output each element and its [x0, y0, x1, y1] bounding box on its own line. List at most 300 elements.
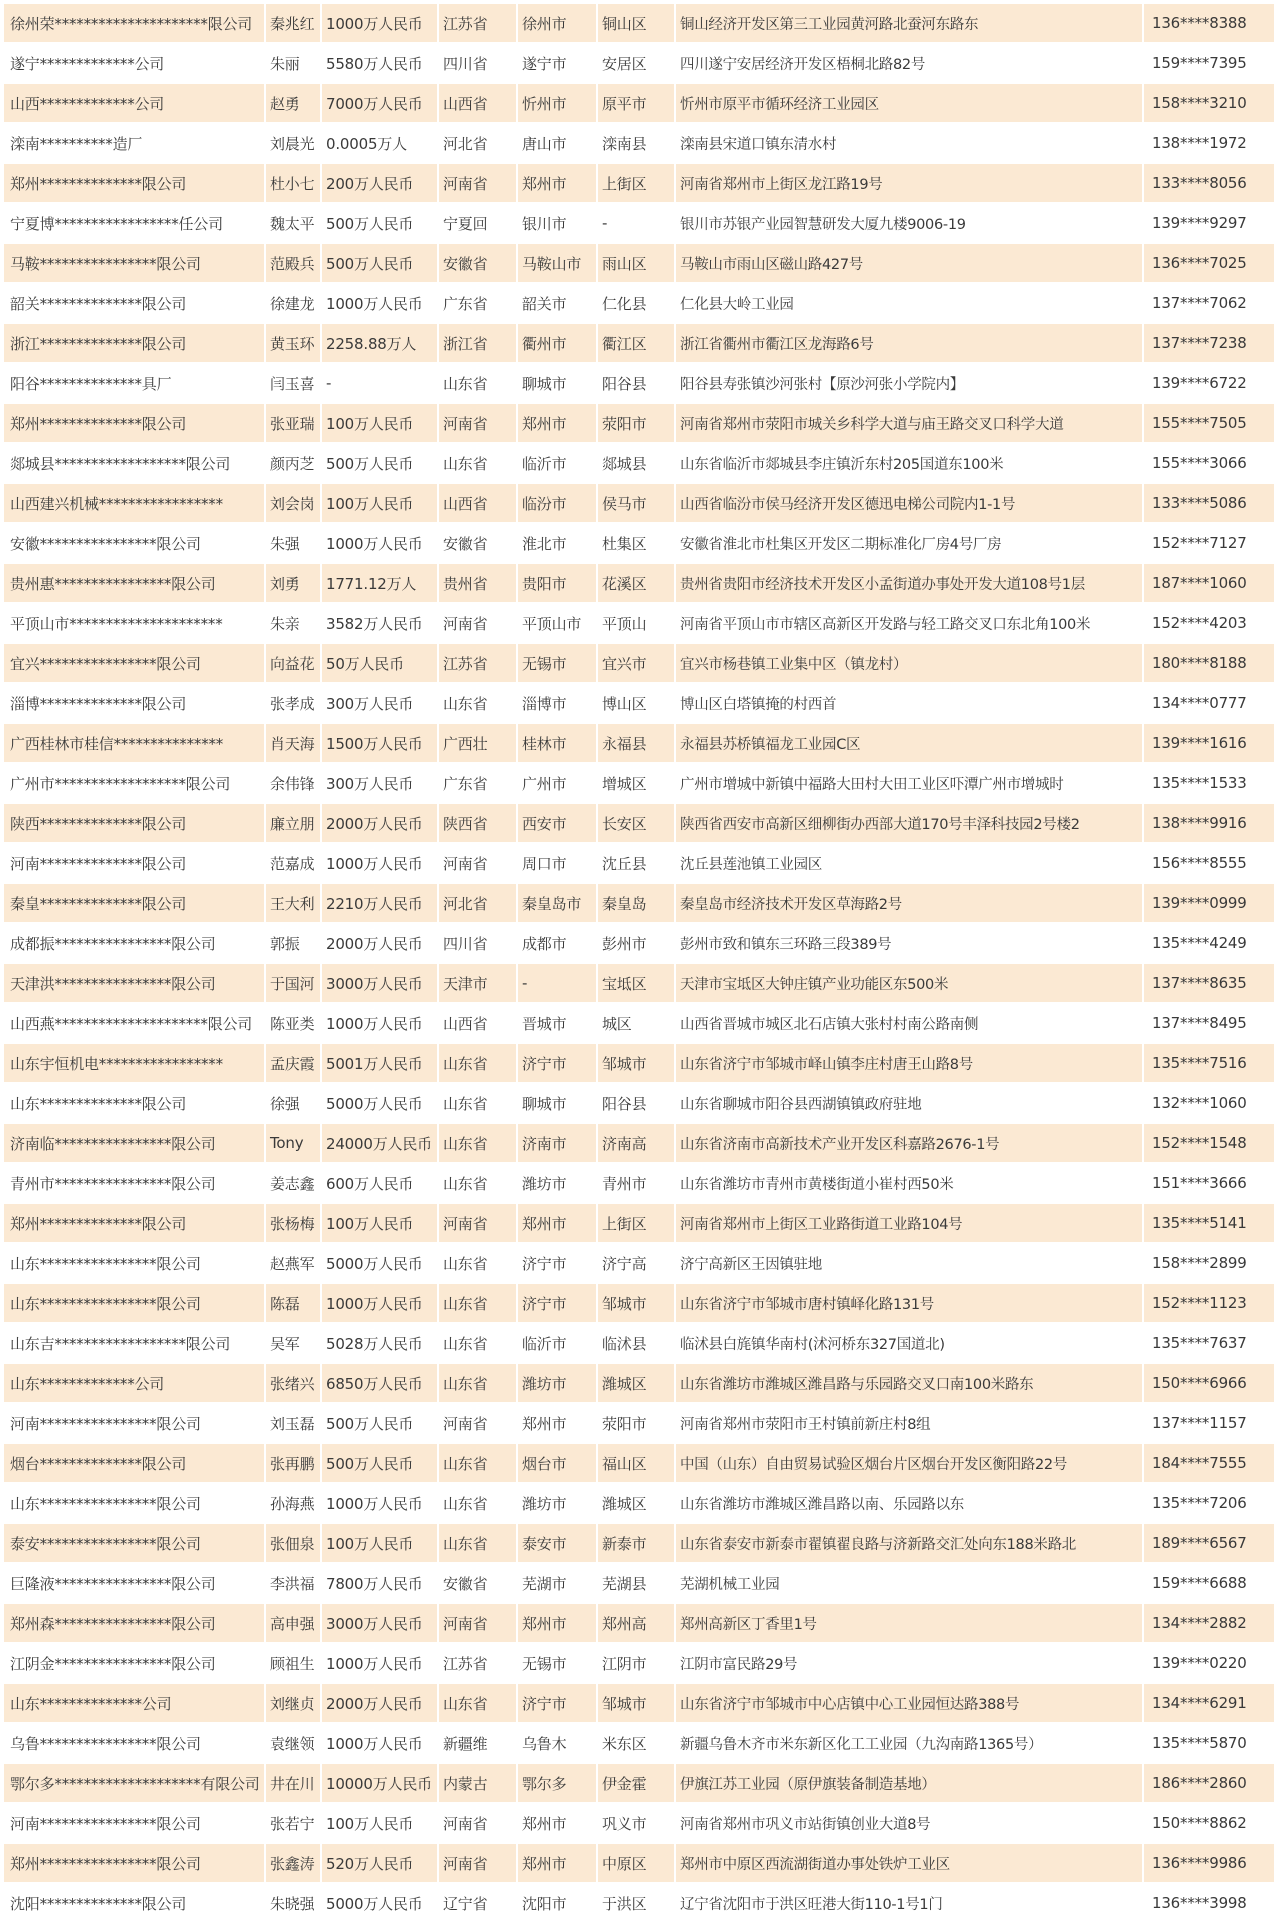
phone-cell: 138****1972	[1144, 124, 1276, 164]
company-name-cell: 宜兴****************限公司	[4, 644, 266, 684]
legal-person-cell: 黄玉环	[266, 324, 322, 364]
province-cell: 山东省	[439, 364, 518, 404]
city-cell: 郑州市	[518, 1204, 598, 1244]
district-cell: 宜兴市	[598, 644, 676, 684]
district-cell: 巩义市	[598, 1804, 676, 1844]
capital-cell: 520万人民币	[322, 1844, 439, 1884]
address-cell: 山东省潍坊市青州市黄楼街道小崔村西50米	[676, 1164, 1144, 1204]
company-name-cell: 平顶山市*********************	[4, 604, 266, 644]
legal-person-cell: 刘继贞	[266, 1684, 322, 1724]
capital-cell: 5000万人民币	[322, 1244, 439, 1284]
district-cell: 邹城市	[598, 1284, 676, 1324]
district-cell: 永福县	[598, 724, 676, 764]
legal-person-cell: 徐建龙	[266, 284, 322, 324]
province-cell: 广东省	[439, 764, 518, 804]
table-row	[4, 1364, 1276, 1404]
city-cell: 济宁市	[518, 1044, 598, 1084]
phone-cell: 134****2882	[1144, 1604, 1276, 1644]
city-cell: 淮北市	[518, 524, 598, 564]
legal-person-cell: 张若宁	[266, 1804, 322, 1844]
address-cell: 安徽省淮北市杜集区开发区二期标准化厂房4号厂房	[676, 524, 1144, 564]
province-cell: 山东省	[439, 444, 518, 484]
city-cell: 忻州市	[518, 84, 598, 124]
phone-cell: 137****1157	[1144, 1404, 1276, 1444]
province-cell: 山东省	[439, 1444, 518, 1484]
phone-cell: 134****6291	[1144, 1684, 1276, 1724]
capital-cell: 3582万人民币	[322, 604, 439, 644]
district-cell: 平顶山	[598, 604, 676, 644]
phone-cell: 155****3066	[1144, 444, 1276, 484]
address-cell: 阳谷县寿张镇沙河张村【原沙河张小学院内】	[676, 364, 1144, 404]
district-cell: 郯城县	[598, 444, 676, 484]
legal-person-cell: 刘会岗	[266, 484, 322, 524]
district-cell: 宝坻区	[598, 964, 676, 1004]
capital-cell: 500万人民币	[322, 244, 439, 284]
city-cell: 衢州市	[518, 324, 598, 364]
province-cell: 山东省	[439, 684, 518, 724]
city-cell: 潍坊市	[518, 1164, 598, 1204]
legal-person-cell: 范殿兵	[266, 244, 322, 284]
capital-cell: 1771.12万人	[322, 564, 439, 604]
phone-cell: 152****1123	[1144, 1284, 1276, 1324]
capital-cell: 100万人民币	[322, 1204, 439, 1244]
table-row	[4, 564, 1276, 604]
province-cell: 陕西省	[439, 804, 518, 844]
address-cell: 山东省临沂市郯城县李庄镇沂东村205国道东100米	[676, 444, 1144, 484]
legal-person-cell: 姜志鑫	[266, 1164, 322, 1204]
province-cell: 河南省	[439, 844, 518, 884]
table-row	[4, 924, 1276, 964]
capital-cell: -	[322, 364, 439, 404]
legal-person-cell: 李洪福	[266, 1564, 322, 1604]
phone-cell: 136****9986	[1144, 1844, 1276, 1884]
address-cell: 伊旗江苏工业园（原伊旗装备制造基地）	[676, 1764, 1144, 1804]
province-cell: 河南省	[439, 604, 518, 644]
province-cell: 山东省	[439, 1524, 518, 1564]
province-cell: 河南省	[439, 1844, 518, 1884]
city-cell: 临沂市	[518, 444, 598, 484]
capital-cell: 100万人民币	[322, 484, 439, 524]
capital-cell: 3000万人民币	[322, 1604, 439, 1644]
address-cell: 彭州市致和镇东三环路三段389号	[676, 924, 1144, 964]
phone-cell: 138****9916	[1144, 804, 1276, 844]
phone-cell: 158****2899	[1144, 1244, 1276, 1284]
phone-cell: 152****4203	[1144, 604, 1276, 644]
company-name-cell: 河南****************限公司	[4, 1804, 266, 1844]
table-row	[4, 1844, 1276, 1884]
phone-cell: 135****5870	[1144, 1724, 1276, 1764]
province-cell: 山东省	[439, 1044, 518, 1084]
district-cell: 安居区	[598, 44, 676, 84]
address-cell: 山东省泰安市新泰市翟镇翟良路与济新路交汇处向东188米路北	[676, 1524, 1144, 1564]
city-cell: 马鞍山市	[518, 244, 598, 284]
phone-cell: 139****6722	[1144, 364, 1276, 404]
capital-cell: 10000万人民币	[322, 1764, 439, 1804]
legal-person-cell: 闫玉喜	[266, 364, 322, 404]
table-row	[4, 204, 1276, 244]
capital-cell: 100万人民币	[322, 404, 439, 444]
table-row	[4, 684, 1276, 724]
phone-cell: 184****7555	[1144, 1444, 1276, 1484]
phone-cell: 158****3210	[1144, 84, 1276, 124]
company-name-cell: 广西桂林市桂信***************	[4, 724, 266, 764]
city-cell: 潍坊市	[518, 1364, 598, 1404]
legal-person-cell: 朱亲	[266, 604, 322, 644]
address-cell: 铜山经济开发区第三工业园黄河路北蚕河东路东	[676, 4, 1144, 44]
phone-cell: 139****0999	[1144, 884, 1276, 924]
city-cell: 唐山市	[518, 124, 598, 164]
district-cell: 潍城区	[598, 1364, 676, 1404]
company-name-cell: 鄂尔多********************有限公司	[4, 1764, 266, 1804]
phone-cell: 135****7637	[1144, 1324, 1276, 1364]
company-name-cell: 郑州**************限公司	[4, 164, 266, 204]
capital-cell: 7000万人民币	[322, 84, 439, 124]
table-row	[4, 324, 1276, 364]
legal-person-cell: 袁继领	[266, 1724, 322, 1764]
legal-person-cell: 肖天海	[266, 724, 322, 764]
district-cell: 济宁高	[598, 1244, 676, 1284]
legal-person-cell: 赵燕军	[266, 1244, 322, 1284]
province-cell: 河南省	[439, 164, 518, 204]
company-name-cell: 河南**************限公司	[4, 844, 266, 884]
city-cell: 广州市	[518, 764, 598, 804]
district-cell: 增城区	[598, 764, 676, 804]
company-name-cell: 山东*************公司	[4, 1364, 266, 1404]
table-row	[4, 1764, 1276, 1804]
city-cell: 潍坊市	[518, 1484, 598, 1524]
table-row	[4, 1644, 1276, 1684]
table-row	[4, 1724, 1276, 1764]
phone-cell: 135****1533	[1144, 764, 1276, 804]
table-row	[4, 1884, 1276, 1924]
city-cell: 贵阳市	[518, 564, 598, 604]
legal-person-cell: 范嘉成	[266, 844, 322, 884]
capital-cell: 1000万人民币	[322, 1484, 439, 1524]
city-cell: 济宁市	[518, 1684, 598, 1724]
legal-person-cell: 刘玉磊	[266, 1404, 322, 1444]
phone-cell: 133****8056	[1144, 164, 1276, 204]
city-cell: 郑州市	[518, 1604, 598, 1644]
city-cell: 济南市	[518, 1124, 598, 1164]
district-cell: 彭州市	[598, 924, 676, 964]
company-name-cell: 淄博**************限公司	[4, 684, 266, 724]
district-cell: 花溪区	[598, 564, 676, 604]
province-cell: 江苏省	[439, 4, 518, 44]
legal-person-cell: 顾祖生	[266, 1644, 322, 1684]
company-name-cell: 山西建兴机械*****************	[4, 484, 266, 524]
city-cell: 晋城市	[518, 1004, 598, 1044]
province-cell: 广东省	[439, 284, 518, 324]
district-cell: 潍城区	[598, 1484, 676, 1524]
city-cell: 平顶山市	[518, 604, 598, 644]
capital-cell: 100万人民币	[322, 1804, 439, 1844]
capital-cell: 1000万人民币	[322, 4, 439, 44]
legal-person-cell: 刘勇	[266, 564, 322, 604]
phone-cell: 186****2860	[1144, 1764, 1276, 1804]
district-cell: 荥阳市	[598, 404, 676, 444]
province-cell: 河南省	[439, 1204, 518, 1244]
city-cell: 郑州市	[518, 1804, 598, 1844]
company-name-cell: 郑州**************限公司	[4, 404, 266, 444]
capital-cell: 7800万人民币	[322, 1564, 439, 1604]
company-name-cell: 山东**************限公司	[4, 1084, 266, 1124]
company-name-cell: 陕西**************限公司	[4, 804, 266, 844]
legal-person-cell: 于国河	[266, 964, 322, 1004]
legal-person-cell: 王大利	[266, 884, 322, 924]
company-name-cell: 安徽****************限公司	[4, 524, 266, 564]
table-row	[4, 764, 1276, 804]
capital-cell: 3000万人民币	[322, 964, 439, 1004]
table-row	[4, 1484, 1276, 1524]
city-cell: 郑州市	[518, 1404, 598, 1444]
company-name-cell: 遂宁*************公司	[4, 44, 266, 84]
province-cell: 山东省	[439, 1284, 518, 1324]
city-cell: 成都市	[518, 924, 598, 964]
province-cell: 山东省	[439, 1124, 518, 1164]
legal-person-cell: 向益花	[266, 644, 322, 684]
district-cell: 衢江区	[598, 324, 676, 364]
phone-cell: 132****1060	[1144, 1084, 1276, 1124]
city-cell: 聊城市	[518, 364, 598, 404]
legal-person-cell: 孟庆霞	[266, 1044, 322, 1084]
address-cell: 新疆乌鲁木齐市米东新区化工工业园（九沟南路1365号）	[676, 1724, 1144, 1764]
province-cell: 河南省	[439, 1604, 518, 1644]
table-row	[4, 484, 1276, 524]
phone-cell: 159****7395	[1144, 44, 1276, 84]
company-name-cell: 烟台**************限公司	[4, 1444, 266, 1484]
province-cell: 山西省	[439, 1004, 518, 1044]
district-cell: 郑州高	[598, 1604, 676, 1644]
district-cell: 长安区	[598, 804, 676, 844]
legal-person-cell: 颜丙芝	[266, 444, 322, 484]
address-cell: 辽宁省沈阳市于洪区旺港大街110-1号1门	[676, 1884, 1144, 1924]
address-cell: 山西省临汾市侯马经济开发区德迅电梯公司院内1-1号	[676, 484, 1144, 524]
phone-cell: 133****5086	[1144, 484, 1276, 524]
city-cell: 淄博市	[518, 684, 598, 724]
legal-person-cell: 刘晨光	[266, 124, 322, 164]
capital-cell: 6850万人民币	[322, 1364, 439, 1404]
province-cell: 河北省	[439, 124, 518, 164]
province-cell: 内蒙古	[439, 1764, 518, 1804]
district-cell: 米东区	[598, 1724, 676, 1764]
company-name-cell: 乌鲁****************限公司	[4, 1724, 266, 1764]
capital-cell: 2210万人民币	[322, 884, 439, 924]
legal-person-cell: 井在川	[266, 1764, 322, 1804]
table-row	[4, 284, 1276, 324]
legal-person-cell: 张杨梅	[266, 1204, 322, 1244]
city-cell: 周口市	[518, 844, 598, 884]
city-cell: 沈阳市	[518, 1884, 598, 1924]
company-name-cell: 贵州惠****************限公司	[4, 564, 266, 604]
capital-cell: 500万人民币	[322, 1444, 439, 1484]
city-cell: 徐州市	[518, 4, 598, 44]
province-cell: 山东省	[439, 1364, 518, 1404]
phone-cell: 151****3666	[1144, 1164, 1276, 1204]
table-row	[4, 1004, 1276, 1044]
address-cell: 山东省济宁市邹城市峄山镇李庄村唐王山路8号	[676, 1044, 1144, 1084]
capital-cell: 500万人民币	[322, 204, 439, 244]
address-cell: 沈丘县莲池镇工业园区	[676, 844, 1144, 884]
company-name-cell: 成都振****************限公司	[4, 924, 266, 964]
city-cell: -	[518, 964, 598, 1004]
province-cell: 安徽省	[439, 524, 518, 564]
province-cell: 山西省	[439, 484, 518, 524]
legal-person-cell: 朱丽	[266, 44, 322, 84]
address-cell: 忻州市原平市循环经济工业园区	[676, 84, 1144, 124]
capital-cell: 24000万人民币	[322, 1124, 439, 1164]
province-cell: 河北省	[439, 884, 518, 924]
company-name-cell: 河南****************限公司	[4, 1404, 266, 1444]
capital-cell: 100万人民币	[322, 1524, 439, 1564]
table-row	[4, 644, 1276, 684]
address-cell: 四川遂宁安居经济开发区梧桐北路82号	[676, 44, 1144, 84]
table-row	[4, 444, 1276, 484]
legal-person-cell: 廉立朋	[266, 804, 322, 844]
province-cell: 宁夏回	[439, 204, 518, 244]
company-name-cell: 韶关**************限公司	[4, 284, 266, 324]
phone-cell: 135****4249	[1144, 924, 1276, 964]
district-cell: 芜湖县	[598, 1564, 676, 1604]
city-cell: 临沂市	[518, 1324, 598, 1364]
district-cell: 沈丘县	[598, 844, 676, 884]
address-cell: 博山区白塔镇掩的村西首	[676, 684, 1144, 724]
capital-cell: 200万人民币	[322, 164, 439, 204]
address-cell: 济宁高新区王因镇驻地	[676, 1244, 1144, 1284]
address-cell: 马鞍山市雨山区磁山路427号	[676, 244, 1144, 284]
table-row	[4, 604, 1276, 644]
company-name-cell: 青州市****************限公司	[4, 1164, 266, 1204]
province-cell: 新疆维	[439, 1724, 518, 1764]
capital-cell: 300万人民币	[322, 684, 439, 724]
legal-person-cell: 张绪兴	[266, 1364, 322, 1404]
address-cell: 仁化县大岭工业园	[676, 284, 1144, 324]
city-cell: 聊城市	[518, 1084, 598, 1124]
province-cell: 山东省	[439, 1324, 518, 1364]
district-cell: 青州市	[598, 1164, 676, 1204]
phone-cell: 139****9297	[1144, 204, 1276, 244]
city-cell: 济宁市	[518, 1244, 598, 1284]
table-row	[4, 1204, 1276, 1244]
city-cell: 郑州市	[518, 164, 598, 204]
phone-cell: 135****7516	[1144, 1044, 1276, 1084]
company-name-cell: 济南临****************限公司	[4, 1124, 266, 1164]
province-cell: 安徽省	[439, 244, 518, 284]
company-name-cell: 郯城县******************限公司	[4, 444, 266, 484]
legal-person-cell: 秦兆红	[266, 4, 322, 44]
capital-cell: 500万人民币	[322, 444, 439, 484]
capital-cell: 5001万人民币	[322, 1044, 439, 1084]
company-name-cell: 郑州**************限公司	[4, 1204, 266, 1244]
province-cell: 河南省	[439, 404, 518, 444]
address-cell: 临沭县白旄镇华南村(沭河桥东327国道北)	[676, 1324, 1144, 1364]
address-cell: 贵州省贵阳市经济技术开发区小孟街道办事处开发大道108号1层	[676, 564, 1144, 604]
capital-cell: 5580万人民币	[322, 44, 439, 84]
province-cell: 四川省	[439, 44, 518, 84]
table-row	[4, 124, 1276, 164]
company-name-cell: 广州市******************限公司	[4, 764, 266, 804]
address-cell: 山西省晋城市城区北石店镇大张村村南公路南侧	[676, 1004, 1144, 1044]
table-body	[4, 4, 1276, 1924]
phone-cell: 187****1060	[1144, 564, 1276, 604]
company-name-cell: 山东**************公司	[4, 1684, 266, 1724]
table-row	[4, 164, 1276, 204]
capital-cell: 0.0005万人	[322, 124, 439, 164]
table-row	[4, 1284, 1276, 1324]
company-name-cell: 滦南**********造厂	[4, 124, 266, 164]
capital-cell: 600万人民币	[322, 1164, 439, 1204]
table-row	[4, 1684, 1276, 1724]
capital-cell: 500万人民币	[322, 1404, 439, 1444]
capital-cell: 5000万人民币	[322, 1084, 439, 1124]
table-row	[4, 1804, 1276, 1844]
capital-cell: 50万人民币	[322, 644, 439, 684]
province-cell: 河南省	[439, 1404, 518, 1444]
legal-person-cell: 张亚瑞	[266, 404, 322, 444]
phone-cell: 135****7206	[1144, 1484, 1276, 1524]
city-cell: 郑州市	[518, 404, 598, 444]
province-cell: 山东省	[439, 1244, 518, 1284]
company-name-cell: 马鞍****************限公司	[4, 244, 266, 284]
district-cell: 伊金霍	[598, 1764, 676, 1804]
phone-cell: 152****1548	[1144, 1124, 1276, 1164]
address-cell: 河南省平顶山市市辖区高新区开发路与轻工路交叉口东北角100米	[676, 604, 1144, 644]
address-cell: 河南省郑州市上街区工业路街道工业路104号	[676, 1204, 1144, 1244]
legal-person-cell: 杜小七	[266, 164, 322, 204]
table-row	[4, 1444, 1276, 1484]
city-cell: 西安市	[518, 804, 598, 844]
capital-cell: 2000万人民币	[322, 924, 439, 964]
legal-person-cell: 徐强	[266, 1084, 322, 1124]
table-row	[4, 1124, 1276, 1164]
district-cell: 新泰市	[598, 1524, 676, 1564]
district-cell: 于洪区	[598, 1884, 676, 1924]
table-row	[4, 884, 1276, 924]
address-cell: 河南省郑州市巩义市站街镇创业大道8号	[676, 1804, 1144, 1844]
address-cell: 河南省郑州市荥阳市城关乡科学大道与庙王路交叉口科学大道	[676, 404, 1144, 444]
phone-cell: 156****8555	[1144, 844, 1276, 884]
company-name-cell: 浙江**************限公司	[4, 324, 266, 364]
province-cell: 天津市	[439, 964, 518, 1004]
company-name-cell: 巨隆液****************限公司	[4, 1564, 266, 1604]
capital-cell: 300万人民币	[322, 764, 439, 804]
phone-cell: 136****8388	[1144, 4, 1276, 44]
district-cell: 临沭县	[598, 1324, 676, 1364]
city-cell: 鄂尔多	[518, 1764, 598, 1804]
phone-cell: 159****6688	[1144, 1564, 1276, 1604]
capital-cell: 1000万人民币	[322, 1644, 439, 1684]
table-row	[4, 244, 1276, 284]
address-cell: 郑州市中原区西流湖街道办事处铁炉工业区	[676, 1844, 1144, 1884]
address-cell: 山东省济宁市邹城市唐村镇峄化路131号	[676, 1284, 1144, 1324]
phone-cell: 150****8862	[1144, 1804, 1276, 1844]
capital-cell: 5028万人民币	[322, 1324, 439, 1364]
company-table	[4, 4, 1276, 1924]
province-cell: 山东省	[439, 1084, 518, 1124]
phone-cell: 155****7505	[1144, 404, 1276, 444]
city-cell: 桂林市	[518, 724, 598, 764]
address-cell: 天津市宝坻区大钟庄镇产业功能区东500米	[676, 964, 1144, 1004]
province-cell: 四川省	[439, 924, 518, 964]
city-cell: 银川市	[518, 204, 598, 244]
phone-cell: 139****0220	[1144, 1644, 1276, 1684]
company-name-cell: 秦皇**************限公司	[4, 884, 266, 924]
city-cell: 芜湖市	[518, 1564, 598, 1604]
city-cell: 无锡市	[518, 644, 598, 684]
province-cell: 江苏省	[439, 1644, 518, 1684]
district-cell: 博山区	[598, 684, 676, 724]
address-cell: 中国（山东）自由贸易试验区烟台片区烟台开发区衡阳路22号	[676, 1444, 1144, 1484]
legal-person-cell: 吴军	[266, 1324, 322, 1364]
